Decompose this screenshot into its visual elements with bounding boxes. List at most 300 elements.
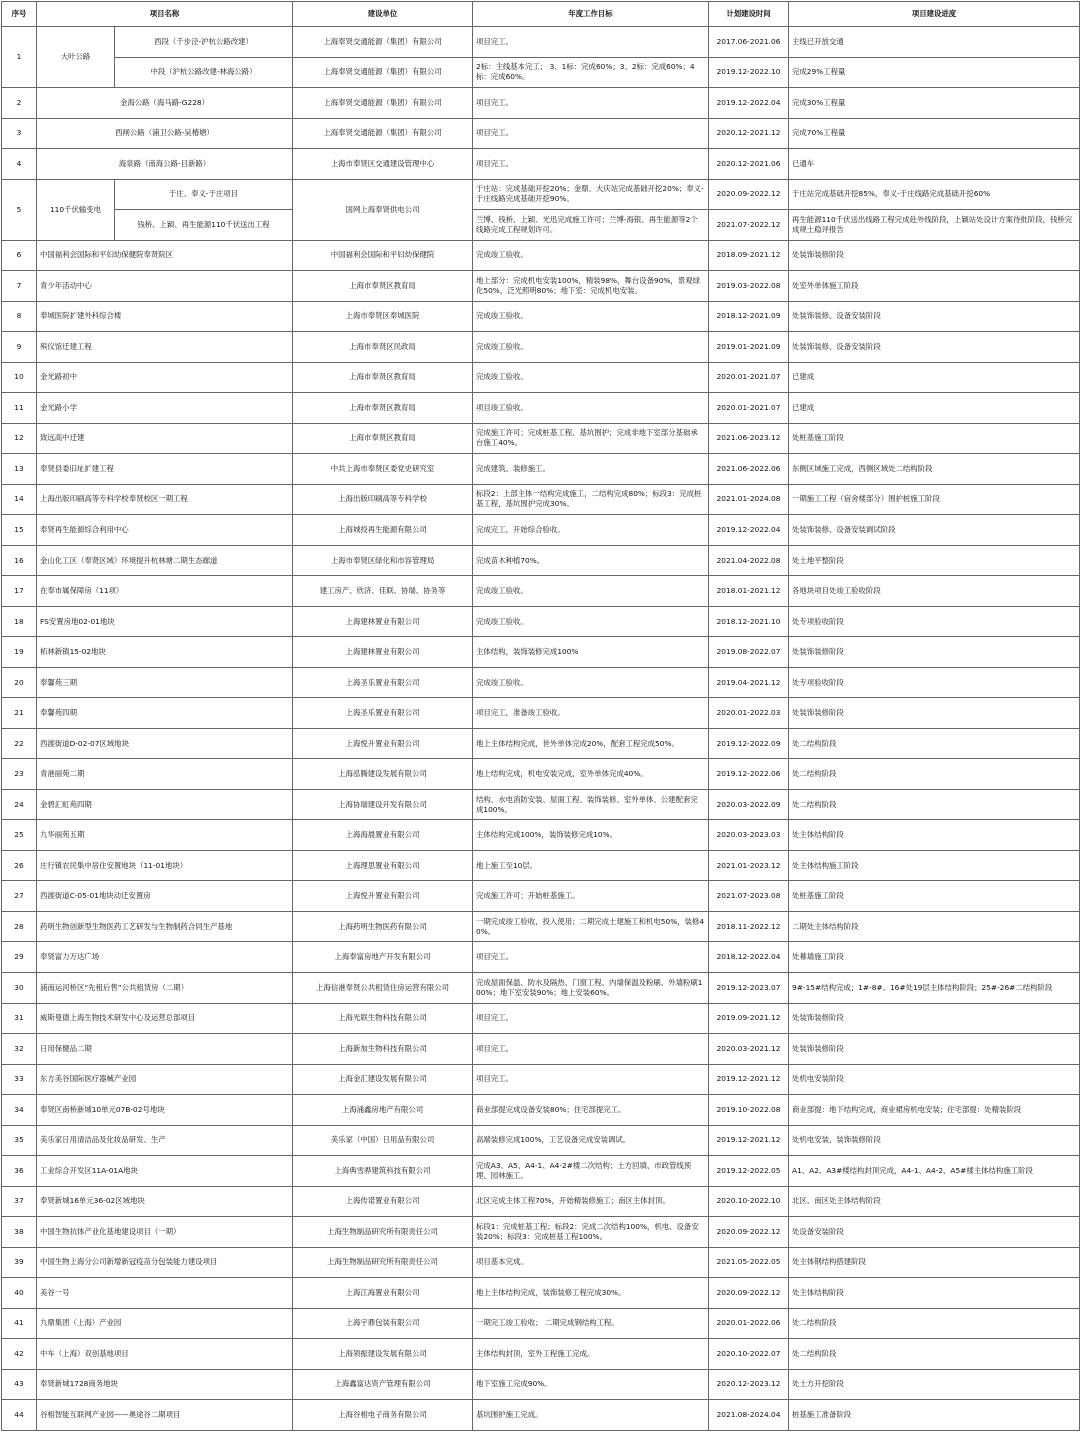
goal-cell: 地上施工至10层。	[473, 850, 709, 881]
time-cell: 2021.07-2023.08	[709, 881, 789, 912]
progress-cell: 处二结构阶段	[789, 1308, 1080, 1339]
progress-cell: 主线已开放交通	[789, 27, 1080, 58]
table-row	[2, 972, 1080, 1003]
time-cell: 2020.03-2022.09	[709, 789, 789, 820]
goal-cell: 商业部提完成设备安装80%；住宅部提完工。	[473, 1095, 709, 1126]
unit-cell: 上海奉贤交通能源（集团）有限公司	[293, 118, 473, 149]
goal-cell: 北区完成主体工程70%，开始精装修施工；南区主体封顶。	[473, 1186, 709, 1217]
unit-cell: 上海奉贤交通能源（集团）有限公司	[293, 27, 473, 58]
row-number-cell: 31	[2, 1003, 37, 1034]
progress-cell: 商业部提：地下结构完成，商业裙房机电安装；住宅部提：处精装阶段	[789, 1095, 1080, 1126]
time-cell: 2021.08-2024.04	[709, 1400, 789, 1431]
unit-cell: 中共上海市奉贤区委党史研究室	[293, 454, 473, 485]
progress-cell: 处主体结构阶段	[789, 1278, 1080, 1309]
goal-cell: 地上主体结构完成，世外单体完成20%，配套工程完成50%。	[473, 728, 709, 759]
goal-cell: 一期完成竣工验收，投入使用；二期完成土建施工和机电50%，装修40%。	[473, 911, 709, 942]
project-name-cell: 中国福利会国际和平妇幼保健院奉贤院区	[37, 240, 293, 271]
project-name-cell: 于庄、奉义-于庄项目	[115, 179, 293, 210]
table-row	[2, 27, 1080, 58]
row-number-cell: 25	[2, 820, 37, 851]
progress-cell: 处装饰装修阶段	[789, 698, 1080, 729]
progress-cell: 处装饰装修、设备安装调试阶段	[789, 515, 1080, 546]
table-row	[2, 1156, 1080, 1187]
project-name-cell: 奉馨苑三期	[37, 667, 293, 698]
progress-cell: 处装饰装修、设备安装阶段	[789, 301, 1080, 332]
unit-cell: 上海奉富房地产开发有限公司	[293, 942, 473, 973]
goal-cell: 项目完工。	[473, 1034, 709, 1065]
project-name-cell: 青少年活动中心	[37, 271, 293, 302]
time-cell: 2019.01-2021.09	[709, 332, 789, 363]
unit-cell: 上海海晨置业有限公司	[293, 820, 473, 851]
table-row	[2, 393, 1080, 424]
header-time: 计划建设时间	[709, 2, 789, 27]
goal-cell: 主体结构封顶，室外工程施工完成。	[473, 1339, 709, 1370]
row-number-cell: 26	[2, 850, 37, 881]
time-cell: 2020.09-2022.12	[709, 1217, 789, 1248]
progress-cell: 于庄站完成基础开挖85%，奉义-于庄线路完成基础开挖60%	[789, 179, 1080, 210]
row-number-cell: 16	[2, 545, 37, 576]
goal-cell: 项目完工。	[473, 942, 709, 973]
unit-cell: 上海生物制品研究所有限责任公司	[293, 1217, 473, 1248]
unit-cell: 上海建林置业有限公司	[293, 606, 473, 637]
time-cell: 2019.12-2022.04	[709, 515, 789, 546]
progress-cell: 处主体结构阶段	[789, 820, 1080, 851]
goal-cell: 完成完工，开始综合验收。	[473, 515, 709, 546]
goal-cell: 地上部分：完成机电安装100%，精装98%，舞台设备90%，景观绿化50%，泛光照明80%；地下室：完成机电安装。	[473, 271, 709, 302]
progress-cell: 处专项验收阶段	[789, 606, 1080, 637]
progress-cell: 完成29%工程量	[789, 57, 1080, 88]
time-cell: 2021.07-2022.12	[709, 210, 789, 241]
row-number-cell: 2	[2, 88, 37, 119]
table-row	[2, 759, 1080, 790]
project-name-cell: 美乐家日用清洁品及化妆品研发、生产	[37, 1125, 293, 1156]
unit-cell: 上海典雪骅建筑科技有限公司	[293, 1156, 473, 1187]
progress-cell: 处土方开挖阶段	[789, 1369, 1080, 1400]
progress-cell: 已建成	[789, 362, 1080, 393]
time-cell: 2018.01-2021.12	[709, 576, 789, 607]
unit-cell: 上海圣乐置业有限公司	[293, 698, 473, 729]
row-number-cell: 37	[2, 1186, 37, 1217]
time-cell: 2019.09-2021.12	[709, 1003, 789, 1034]
time-cell: 2021.06-2022.06	[709, 454, 789, 485]
time-cell: 2019.04-2021.12	[709, 667, 789, 698]
goal-cell: 完成屋面保温、防水及隔热、门窗工程、内墙保温及粉刷、外墙粉刷100%；地下室安装90%；地上安装60%。	[473, 972, 709, 1003]
project-name-cell: 浦南运河桥区“先租后售”公共租赁房（二期）	[37, 972, 293, 1003]
goal-cell: 一期完工竣工验收； 二期完成钢结构工程。	[473, 1308, 709, 1339]
row-number-cell: 28	[2, 911, 37, 942]
goal-cell: 完成竣工验收。	[473, 667, 709, 698]
unit-cell: 上海药明生物医药有限公司	[293, 911, 473, 942]
goal-cell: 完成竣工验收。	[473, 301, 709, 332]
unit-cell: 上海悦升置业有限公司	[293, 881, 473, 912]
time-cell: 2020.12-2021.12	[709, 118, 789, 149]
project-name-cell: 奉贤县委旧址扩建工程	[37, 454, 293, 485]
goal-cell: 项目完工，准备竣工验收。	[473, 698, 709, 729]
row-number-cell: 7	[2, 271, 37, 302]
progress-cell: 处二结构阶段	[789, 1339, 1080, 1370]
table-row	[2, 881, 1080, 912]
row-number-cell: 40	[2, 1278, 37, 1309]
row-number-cell: 36	[2, 1156, 37, 1187]
time-cell: 2019.12-2023.07	[709, 972, 789, 1003]
table-row	[2, 1278, 1080, 1309]
time-cell: 2018.12-2021.10	[709, 606, 789, 637]
table-row	[2, 362, 1080, 393]
table-row	[2, 1003, 1080, 1034]
row-number-cell: 1	[2, 27, 37, 88]
goal-cell: 结构、水电消防安装、屋面工程、装饰装修、室外单体、公建配套完成100%。	[473, 789, 709, 820]
project-name-cell: 九鼎集团（上海）产业园	[37, 1308, 293, 1339]
progress-cell: 处专项验收阶段	[789, 667, 1080, 698]
project-name-cell: 西渡街道D-02-07区域地块	[37, 728, 293, 759]
time-cell: 2021.05-2022.05	[709, 1247, 789, 1278]
progress-cell: 处二结构阶段	[789, 728, 1080, 759]
table-row	[2, 1186, 1080, 1217]
unit-cell: 上海市奉贤区交通建设管理中心	[293, 149, 473, 180]
project-name-cell: 西段（千步泾-沪杭公路改建）	[115, 27, 293, 58]
time-cell: 2019.10-2022.08	[709, 1095, 789, 1126]
row-number-cell: 35	[2, 1125, 37, 1156]
unit-cell: 上海理思置业有限公司	[293, 850, 473, 881]
project-name-cell: 东方美谷国际医疗器械产业园	[37, 1064, 293, 1095]
unit-cell: 上海生物制品研究所有限责任公司	[293, 1247, 473, 1278]
project-name-cell: 奉贤区南桥新城10单元07B-02号地块	[37, 1095, 293, 1126]
table-row	[2, 88, 1080, 119]
time-cell: 2018.09-2021.12	[709, 240, 789, 271]
goal-cell: 项目完工。	[473, 1064, 709, 1095]
unit-cell: 上海协瑞建设开发有限公司	[293, 789, 473, 820]
unit-cell: 上海建林置业有限公司	[293, 637, 473, 668]
unit-cell: 上海传诺置业有限公司	[293, 1186, 473, 1217]
project-name-cell: 美谷一号	[37, 1278, 293, 1309]
row-number-cell: 9	[2, 332, 37, 363]
progress-cell: 处装饰装修、设备安装阶段	[789, 332, 1080, 363]
progress-cell: 处土地平整阶段	[789, 545, 1080, 576]
table-row	[2, 1095, 1080, 1126]
row-number-cell: 38	[2, 1217, 37, 1248]
table-row	[2, 820, 1080, 851]
row-number-cell: 18	[2, 606, 37, 637]
progress-cell: 处装饰装修阶段	[789, 1034, 1080, 1065]
header-no: 序号	[2, 2, 37, 27]
project-name-cell: 西闸公路（浦卫公路-吴椿塘）	[37, 118, 293, 149]
row-number-cell: 30	[2, 972, 37, 1003]
time-cell: 2020.01-2021.07	[709, 393, 789, 424]
time-cell: 2021.04-2022.08	[709, 545, 789, 576]
progress-cell: 处装饰装修阶段	[789, 240, 1080, 271]
goal-cell: 项目完工。	[473, 1003, 709, 1034]
goal-cell: 地下室施工完成90%。	[473, 1369, 709, 1400]
goal-cell: 完成苗木种植70%。	[473, 545, 709, 576]
table-row	[2, 911, 1080, 942]
table-row	[2, 149, 1080, 180]
progress-cell: 二期处主体结构阶段	[789, 911, 1080, 942]
progress-cell: 处桩基施工阶段	[789, 881, 1080, 912]
time-cell: 2019.03-2022.08	[709, 271, 789, 302]
time-cell: 2020.12-2021.06	[709, 149, 789, 180]
time-cell: 2018.12-2021.09	[709, 301, 789, 332]
progress-cell: 处幕墙施工阶段	[789, 942, 1080, 973]
table-row	[2, 545, 1080, 576]
row-number-cell: 8	[2, 301, 37, 332]
table-row	[2, 942, 1080, 973]
project-table	[1, 1, 1080, 1431]
progress-cell: 各地块项目处竣工验收阶段	[789, 576, 1080, 607]
time-cell: 2020.09-2022.12	[709, 179, 789, 210]
progress-cell: 处二结构阶段	[789, 759, 1080, 790]
goal-cell: 标段2：上部主体一结构完成施工，二结构完成80%；标段3：完成桩基工程，基坑围护完成30%。	[473, 484, 709, 515]
unit-cell: 上海城投再生能源有限公司	[293, 515, 473, 546]
goal-cell: 项目完工。	[473, 118, 709, 149]
table-row	[2, 576, 1080, 607]
project-name-cell: 柘林新镇15-02地块	[37, 637, 293, 668]
goal-cell: 完成施工许可；完成桩基工程、基坑围护；完成非地下室部分基础承台施工40%。	[473, 423, 709, 454]
time-cell: 2020.09-2022.12	[709, 1278, 789, 1309]
time-cell: 2019.12-2022.09	[709, 728, 789, 759]
table-row	[2, 789, 1080, 820]
table-row	[2, 667, 1080, 698]
goal-cell: 主体结构，装饰装修完成100%	[473, 637, 709, 668]
table-row	[2, 1400, 1080, 1431]
progress-cell: 处装饰装修阶段	[789, 637, 1080, 668]
row-number-cell: 41	[2, 1308, 37, 1339]
table-row	[2, 1034, 1080, 1065]
table-row	[2, 637, 1080, 668]
unit-cell: 上海信港奉贤公共租赁住房运营有限公司	[293, 972, 473, 1003]
unit-cell: 上海悦升置业有限公司	[293, 728, 473, 759]
unit-cell: 上海出版印刷高等专科学校	[293, 484, 473, 515]
project-name-cell: 中国生物抗体产业化基地建设项目（一期）	[37, 1217, 293, 1248]
table-row	[2, 515, 1080, 546]
table-row	[2, 210, 1080, 241]
goal-cell: 项目基本完成。	[473, 1247, 709, 1278]
goal-cell: 完成施工许可；开始桩基施工。	[473, 881, 709, 912]
project-name-cell: 金光路小学	[37, 393, 293, 424]
table-row	[2, 850, 1080, 881]
time-cell: 2019.12-2022.06	[709, 759, 789, 790]
unit-cell: 上海泓腾建设发展有限公司	[293, 759, 473, 790]
project-name-cell: 中车（上海）双创基地项目	[37, 1339, 293, 1370]
row-number-cell: 32	[2, 1034, 37, 1065]
unit-cell: 上海圣乐置业有限公司	[293, 667, 473, 698]
project-name-cell: 谷相智能互联网产业园——奥途谷二期项目	[37, 1400, 293, 1431]
goal-cell: 标段1：完成桩基工程；标段2：完成二次结构100%，机电、设备安装20%；标段3：完成桩基工程100%。	[473, 1217, 709, 1248]
time-cell: 2019.12-2021.12	[709, 1125, 789, 1156]
progress-cell: 处设备安装阶段	[789, 1217, 1080, 1248]
project-name-cell: 药明生物创新型生物医药工艺研发与生物制药合同生产基地	[37, 911, 293, 942]
table-row	[2, 606, 1080, 637]
table-row	[2, 698, 1080, 729]
progress-cell: 一期施工工程（宿舍楼部分）围护桩施工阶段	[789, 484, 1080, 515]
time-cell: 2020.01-2022.03	[709, 698, 789, 729]
row-number-cell: 22	[2, 728, 37, 759]
header-project-name: 项目名称	[37, 2, 293, 27]
header-goal: 年度工作目标	[473, 2, 709, 27]
row-number-cell: 23	[2, 759, 37, 790]
goal-cell: 基坑围护施工完成。	[473, 1400, 709, 1431]
project-name-cell: 西渡街道C-05-01地块动迁安置房	[37, 881, 293, 912]
progress-cell: 处机电安装阶段	[789, 1064, 1080, 1095]
progress-cell: 处室外单体施工阶段	[789, 271, 1080, 302]
progress-cell: 处二结构阶段	[789, 789, 1080, 820]
row-number-cell: 19	[2, 637, 37, 668]
row-number-cell: 3	[2, 118, 37, 149]
project-name-cell: 中段（沪杭公路改建-林海公路）	[115, 57, 293, 88]
time-cell: 2019.12-2021.12	[709, 1064, 789, 1095]
project-name-cell: 奉贤新城16单元36-02区域地块	[37, 1186, 293, 1217]
goal-cell: 完成建筑、装修施工。	[473, 454, 709, 485]
project-group-cell: 大叶公路	[37, 27, 115, 88]
goal-cell: 完成竣工验收。	[473, 606, 709, 637]
project-name-cell: 奉城医院扩建外科综合楼	[37, 301, 293, 332]
goal-cell: 项目完工。	[473, 88, 709, 119]
table-row	[2, 118, 1080, 149]
row-number-cell: 33	[2, 1064, 37, 1095]
table-row	[2, 179, 1080, 210]
table-row	[2, 332, 1080, 363]
table-row	[2, 728, 1080, 759]
unit-cell: 上海市奉贤区教育局	[293, 271, 473, 302]
table-row	[2, 1125, 1080, 1156]
table-row	[2, 240, 1080, 271]
project-name-cell: 奉馨苑四期	[37, 698, 293, 729]
project-name-cell: 中国生物上海分公司新增新冠疫苗分包装能力建设项目	[37, 1247, 293, 1278]
time-cell: 2020.10-2022.10	[709, 1186, 789, 1217]
table-row	[2, 1339, 1080, 1370]
table-row	[2, 1217, 1080, 1248]
project-name-cell: 庄行镇农民集中居住安置地块（11-01地块）	[37, 850, 293, 881]
row-number-cell: 4	[2, 149, 37, 180]
unit-cell: 上海市奉贤区民政局	[293, 332, 473, 363]
goal-cell: 主体结构完成100%，装饰装修完成10%。	[473, 820, 709, 851]
unit-cell: 国网上海奉贤供电公司	[293, 179, 473, 240]
unit-cell: 上海谷相电子商务有限公司	[293, 1400, 473, 1431]
row-number-cell: 14	[2, 484, 37, 515]
project-name-cell: 工业综合开发区11A-01A地块	[37, 1156, 293, 1187]
time-cell: 2019.08-2022.07	[709, 637, 789, 668]
project-name-cell: 日用保健品二期	[37, 1034, 293, 1065]
goal-cell: 完成竣工验收。	[473, 240, 709, 271]
time-cell: 2020.10-2022.07	[709, 1339, 789, 1370]
progress-cell: 东侧区域施工完成，西侧区域处二结构阶段	[789, 454, 1080, 485]
row-number-cell: 12	[2, 423, 37, 454]
table-row	[2, 1369, 1080, 1400]
unit-cell: 上海奉贤交通能源（集团）有限公司	[293, 57, 473, 88]
project-name-cell: 上海出版印刷高等专科学校奉贤校区一期工程	[37, 484, 293, 515]
goal-cell: 完成竣工验收。	[473, 362, 709, 393]
row-number-cell: 44	[2, 1400, 37, 1431]
row-number-cell: 29	[2, 942, 37, 973]
row-number-cell: 24	[2, 789, 37, 820]
table-row	[2, 1247, 1080, 1278]
row-number-cell: 43	[2, 1369, 37, 1400]
time-cell: 2018.12-2022.04	[709, 942, 789, 973]
project-name-cell: 威斯曼德上海生物技术研发中心及运营总部项目	[37, 1003, 293, 1034]
row-number-cell: 21	[2, 698, 37, 729]
progress-cell: 处装饰装修阶段	[789, 1003, 1080, 1034]
goal-cell: 兰博、钱桥、上颖、光迅完成施工许可；兰博-海银、再生能源等2个线路完成工程规划许可。	[473, 210, 709, 241]
progress-cell: 处主体钢结构搭建阶段	[789, 1247, 1080, 1278]
goal-cell: 高端装修完成100%，工艺设备完成安装调试。	[473, 1125, 709, 1156]
table-row	[2, 271, 1080, 302]
goal-cell: 2标：主线基本完工； 3、1标：完成60%；3、2标：完成60%；4标：完成60%。	[473, 57, 709, 88]
progress-cell: 9#-15#结构完成；1#-8#、16#处19层主体结构阶段；25#-26#二结构阶段	[789, 972, 1080, 1003]
unit-cell: 上海市奉贤区教育局	[293, 362, 473, 393]
goal-cell: 完成竣工验收。	[473, 332, 709, 363]
time-cell: 2021.06-2023.12	[709, 423, 789, 454]
unit-cell: 上海金汇建设发展有限公司	[293, 1064, 473, 1095]
project-name-cell: 殡仪馆迁建工程	[37, 332, 293, 363]
goal-cell: 完成A3、A5、A4-1、A4-2#楼二次结构；土方回填、市政管线预埋、园林施工。	[473, 1156, 709, 1187]
time-cell: 2020.01-2021.07	[709, 362, 789, 393]
project-name-cell: 九华丽苑五期	[37, 820, 293, 851]
project-name-cell: 钱桥、上颖、再生能源110千伏送出工程	[115, 210, 293, 241]
time-cell: 2020.12-2023.12	[709, 1369, 789, 1400]
unit-cell: 中国福利会国际和平妇幼保健院	[293, 240, 473, 271]
unit-cell: 上海光联生物科技有限公司	[293, 1003, 473, 1034]
row-number-cell: 10	[2, 362, 37, 393]
row-number-cell: 39	[2, 1247, 37, 1278]
time-cell: 2021.01-2024.08	[709, 484, 789, 515]
project-name-cell: 金碧汇虹苑四期	[37, 789, 293, 820]
progress-cell: 完成70%工程量	[789, 118, 1080, 149]
project-name-cell: 奉贤新城1728商务地块	[37, 1369, 293, 1400]
row-number-cell: 11	[2, 393, 37, 424]
progress-cell: 已通车	[789, 149, 1080, 180]
row-number-cell: 5	[2, 179, 37, 240]
goal-cell: 项目完工。	[473, 27, 709, 58]
project-name-cell: 奉贤再生能源综合利用中心	[37, 515, 293, 546]
goal-cell: 地上结构完成，机电安装完成，室外单体完成40%。	[473, 759, 709, 790]
progress-cell: 处机电安装、装饰装修阶段	[789, 1125, 1080, 1156]
progress-cell: 完成30%工程量	[789, 88, 1080, 119]
progress-cell: 桩基施工准备阶段	[789, 1400, 1080, 1431]
unit-cell: 上海领振建设发展有限公司	[293, 1339, 473, 1370]
row-number-cell: 15	[2, 515, 37, 546]
time-cell: 2019.12-2022.10	[709, 57, 789, 88]
project-name-cell: 金光路初中	[37, 362, 293, 393]
goal-cell: 于庄站：完成基础开挖20%；金鼎、大庆站完成基础开挖20%；奉义-于庄线路完成基础开挖90%。	[473, 179, 709, 210]
header-progress: 项目建设进度	[789, 2, 1080, 27]
unit-cell: 上海市奉贤区教育局	[293, 423, 473, 454]
goal-cell: 项目竣工验收。	[473, 393, 709, 424]
unit-cell: 上海鑫富达资产管理有限公司	[293, 1369, 473, 1400]
row-number-cell: 17	[2, 576, 37, 607]
table-row	[2, 423, 1080, 454]
time-cell: 2020.03-2021.12	[709, 1034, 789, 1065]
time-cell: 2019.12-2022.05	[709, 1156, 789, 1187]
time-cell: 2018.11-2022.12	[709, 911, 789, 942]
table-row	[2, 1308, 1080, 1339]
project-name-cell: 金海公路（海马路-G228）	[37, 88, 293, 119]
unit-cell: 上海奉贤交通能源（集团）有限公司	[293, 88, 473, 119]
progress-cell: 处主体结构施工阶段	[789, 850, 1080, 881]
row-number-cell: 34	[2, 1095, 37, 1126]
header-unit: 建设单位	[293, 2, 473, 27]
unit-cell: 上海宇鼎包装有限公司	[293, 1308, 473, 1339]
table-row	[2, 1064, 1080, 1095]
unit-cell: 建工房产、欣济、佳联、协瑞、协务等	[293, 576, 473, 607]
project-name-cell: 奉贤富力万达广场	[37, 942, 293, 973]
table-row	[2, 454, 1080, 485]
table-row	[2, 57, 1080, 88]
progress-cell: 已建成	[789, 393, 1080, 424]
time-cell: 2017.06-2021.06	[709, 27, 789, 58]
unit-cell: 上海新加生物科技有限公司	[293, 1034, 473, 1065]
table-row	[2, 484, 1080, 515]
row-number-cell: 27	[2, 881, 37, 912]
project-name-cell: 致远高中迁建	[37, 423, 293, 454]
